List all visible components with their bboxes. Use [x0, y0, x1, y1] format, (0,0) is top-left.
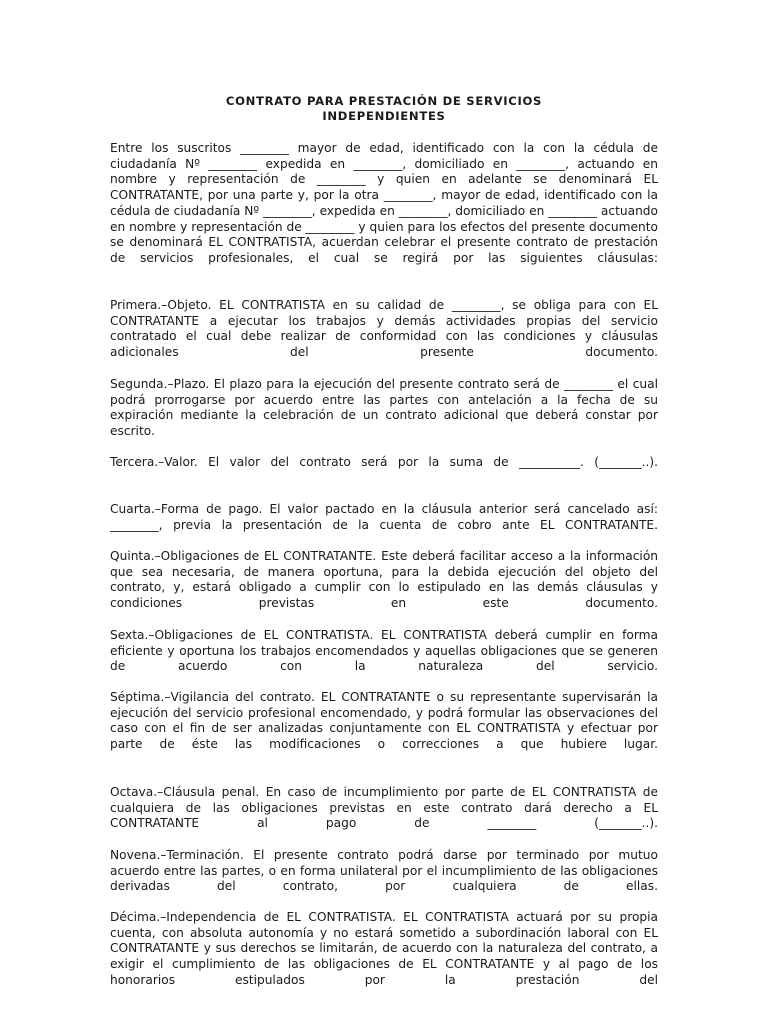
paragraph-primera-objeto: Primera.–Objeto. EL CONTRATISTA en su calidad de ________, se obliga para con EL CONTRATANTE a ejecutar los trabajos y demás actividades propias del servicio contratado el cual debe realizar de conformidad con las condiciones y cláusulas adicionales del presente documento.: [110, 298, 658, 360]
paragraph-octava-clausula-penal: Octava.–Cláusula penal. En caso de incumplimiento por parte de EL CONTRATISTA de cualquiera de las obligaciones previstas en este contrato dará derecho a EL CONTRATANTE al pago de ________ (_______..).: [110, 785, 658, 831]
paragraph-intro: Entre los suscritos ________ mayor de edad, identificado con la con la cédula de ciudadanía Nº ________ expedida en ________, domiciliado en ________, actuando en nombre y representación de ________ y quien en adelante se denominará EL CONTRATANTE, por una parte y, por la otra ________, mayor de edad, identificado con la cédula de ciudadanía Nº ________, expedida en ________, domiciliado en ________ actuando en nombre y representación de ________ y quien para los efectos del presente documento se denominará EL CONTRATISTA, acuerdan celebrar el presente contrato de prestación de servicios profesionales, el cual se regirá por las siguientes cláusulas:: [110, 141, 658, 265]
paragraph-sexta-obligaciones-contratista: Sexta.–Obligaciones de EL CONTRATISTA. EL CONTRATISTA deberá cumplir en forma eficiente y oportuna los trabajos encomendados y aquellas obligaciones que se generen de acuerdo con la naturaleza del servicio.: [110, 628, 658, 674]
paragraph-segunda-plazo: Segunda.–Plazo. El plazo para la ejecución del presente contrato será de ________ el cual podrá prorrogarse por acuerdo entre las partes con antelación a la fecha de su expiración mediante la celebración de un contrato adicional que deberá constar por escrito.: [110, 377, 658, 439]
paragraph-novena-terminacion: Novena.–Terminación. El presente contrato podrá darse por terminado por mutuo acuerdo entre las partes, o en forma unilateral por el incumplimiento de las obligaciones derivadas del contrato, por cualquiera de ellas.: [110, 848, 658, 894]
paragraph-septima-vigilancia: Séptima.–Vigilancia del contrato. EL CONTRATANTE o su representante supervisarán la ejecución del servicio profesional encomendado, y podrá formular las observaciones del caso con el fin de ser analizadas conjuntamente con EL CONTRATISTA y efectuar por parte de éste las modificaciones o correcciones a que hubiere lugar.: [110, 690, 658, 752]
paragraph-decima-independencia: Décima.–Independencia de EL CONTRATISTA. EL CONTRATISTA actuará por su propia cuenta, con absoluta autonomía y no estará sometido a subordinación laboral con EL CONTRATANTE y sus derechos se limitarán, de acuerdo con la naturaleza del contrato, a exigir el cumplimiento de las obligaciones de EL CONTRATANTE y al pago de los honorarios estipulados por la prestación del: [110, 910, 658, 987]
document-title-line-2: INDEPENDIENTES: [322, 109, 446, 123]
paragraph-quinta-obligaciones-contratante: Quinta.–Obligaciones de EL CONTRATANTE. Este deberá facilitar acceso a la información que sea necesaria, de manera oportuna, para la debida ejecución del objeto del contrato, y, estará obligado a cumplir con lo estipulado en las demás cláusulas y condiciones previstas en este documento.: [110, 549, 658, 611]
paragraph-cuarta-forma-de-pago: Cuarta.–Forma de pago. El valor pactado en la cláusula anterior será cancelado así: ________, previa la presentación de la cuenta de cobro ante EL CONTRATANTE.: [110, 502, 658, 532]
document-title-line-1: CONTRATO PARA PRESTACIÓN DE SERVICIOS: [225, 94, 543, 108]
paragraph-tercera-valor: Tercera.–Valor. El valor del contrato será por la suma de __________. (_______..).: [110, 455, 658, 469]
